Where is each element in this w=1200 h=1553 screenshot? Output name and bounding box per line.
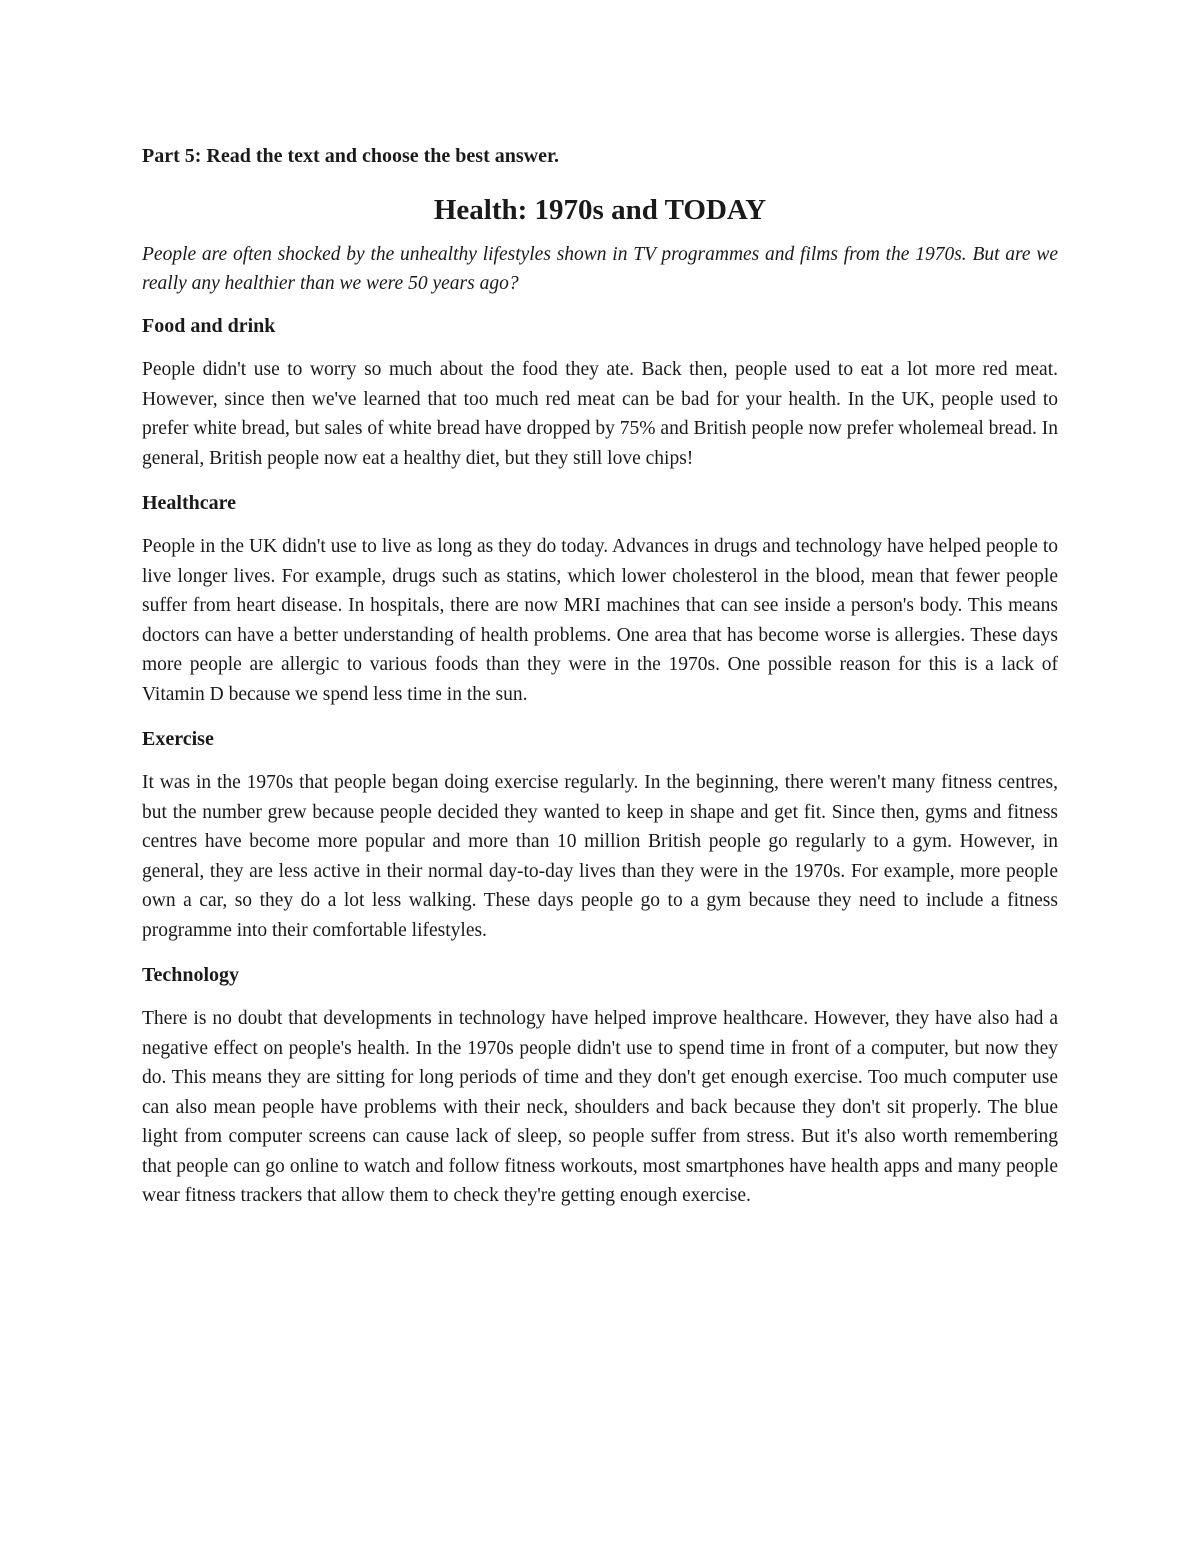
document-title: Health: 1970s and TODAY [433,194,767,226]
section-paragraph: It was in the 1970s that people began doing exercise regularly. In the beginning, there weren't many fitness centres, but the number grew because people decided they wanted to keep in shape and get fit. Since then, gyms and fitness centres have become more popular and more than 10 million British people go regularly to a gym. However, in general, they are less active in their normal day-to-day lives than they were in the 1970s. For example, more people own a car, so they do a lot less walking. These days people go to a gym because they need to include a fitness programme into their comfortable lifestyles. [142,772,1058,941]
section-food-and-drink [142,312,1058,473]
section-heading: Healthcare [142,492,237,514]
section-heading: Food and drink [142,315,276,337]
section-technology [142,961,1058,1211]
section-paragraph: There is no doubt that developments in technology have helped improve healthcare. However, they have also had a negative effect on people's health. In the 1970s people didn't use to spend time in front of a computer, but now they do. This means they are sitting for long periods of time and they don't get enough exercise. Too much computer use can also mean people have problems with their neck, shoulders and back because they don't sit properly. The blue light from computer screens can cause lack of sleep, so people suffer from stress. But it's also worth remembering that people can go online to watch and follow fitness workouts, most smartphones have health apps and many people wear fitness trackers that allow them to check they're getting enough exercise. [142,1008,1058,1206]
section-heading: Exercise [142,728,214,750]
section-paragraph: People didn't use to worry so much about the food they ate. Back then, people used to eat a lot more red meat. However, since then we've learned that too much red meat can be bad for your health. In the UK, people used to prefer white bread, but sales of white bread have dropped by 75% and British people now prefer wholemeal bread. In general, British people now eat a healthy diet, but they still love chips! [142,359,1058,469]
section-heading: Technology [142,964,240,986]
section-healthcare [142,489,1058,709]
intro-paragraph: People are often shocked by the unhealthy lifestyles shown in TV programmes and films from the 1970s. But are we really any healthier than we were 50 years ago? [142,244,1058,294]
section-paragraph: People in the UK didn't use to live as long as they do today. Advances in drugs and technology have helped people to live longer lives. For example, drugs such as statins, which lower cholesterol in the blood, mean that fewer people suffer from heart disease. In hospitals, there are now MRI machines that can see inside a person's body. This means doctors can have a better understanding of health problems. One area that has become worse is allergies. These days more people are allergic to various foods than they were in the 1970s. One possible reason for this is a lack of Vitamin D because we spend less time in the sun. [142,536,1058,705]
document-page [142,140,1058,1227]
part-heading: Part 5: Read the text and choose the best answer. [142,145,559,167]
section-exercise [142,725,1058,945]
